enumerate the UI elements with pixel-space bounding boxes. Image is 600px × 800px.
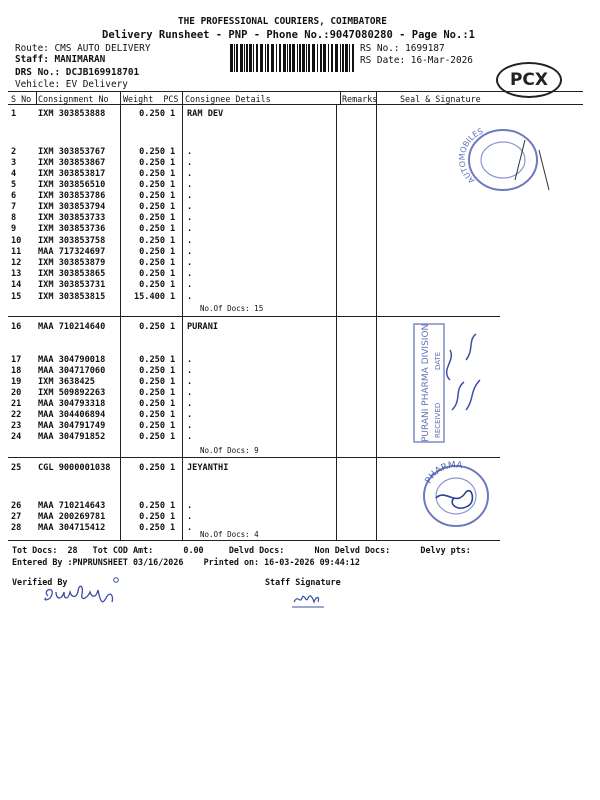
- row-weight: 0.250: [139, 355, 165, 365]
- row-consignment-no: IXM 303853817: [38, 169, 106, 179]
- row-consignee: .: [187, 236, 193, 246]
- row-consignee: .: [187, 269, 193, 279]
- row-weight: 0.250: [139, 501, 165, 511]
- row-consignment-no: IXM 303853758: [38, 236, 106, 246]
- row-consignee: .: [187, 366, 193, 376]
- row-consignee: .: [187, 377, 193, 387]
- row-consignee: .: [187, 258, 193, 268]
- row-sno: 28: [11, 523, 22, 533]
- row-consignment-no: MAA 304791852: [38, 432, 106, 442]
- row-consignee: JEYANTHI: [187, 463, 229, 473]
- row-pcs: 1: [170, 463, 176, 473]
- row-sno: 26: [11, 501, 22, 511]
- row-weight: 0.250: [139, 191, 165, 201]
- row-consignment-no: IXM 303853767: [38, 147, 106, 157]
- row-weight: 0.250: [139, 247, 165, 257]
- row-consignee: .: [187, 512, 193, 522]
- row-weight: 0.250: [139, 258, 165, 268]
- row-consignment-no: IXM 303856510: [38, 180, 106, 190]
- row-weight: 0.250: [139, 180, 165, 190]
- staff-label: Staff: MANIMARAN: [15, 54, 106, 65]
- drs-label: DRS No.: DCJB169918701: [15, 67, 140, 78]
- row-pcs: 1: [170, 258, 176, 268]
- row-sno: 1: [11, 109, 17, 119]
- svg-text:AUTOMOBILES: [458, 126, 485, 185]
- table-row: [11, 512, 341, 523]
- row-consignee: .: [187, 213, 193, 223]
- row-consignee: .: [187, 247, 193, 257]
- row-sno: 4: [11, 169, 17, 179]
- stamp2-received: RECEIVED: [434, 402, 442, 438]
- pcx-logo: PCX: [496, 62, 562, 98]
- entered-by-line: Entered By :PNPRUNSHEET 03/16/2026 Printed on: 16-03-2026 09:44:12: [12, 557, 360, 567]
- row-consignment-no: IXM 303853879: [38, 258, 106, 268]
- row-sno: 16: [11, 322, 22, 332]
- table-row: [11, 247, 341, 258]
- row-pcs: 1: [170, 432, 176, 442]
- row-sno: 22: [11, 410, 22, 420]
- row-consignment-no: IXM 303853736: [38, 224, 106, 234]
- col-weight-pcs: Weight PCS: [123, 94, 179, 104]
- row-pcs: 1: [170, 366, 176, 376]
- row-weight: 0.250: [139, 269, 165, 279]
- row-consignee: .: [187, 388, 193, 398]
- verified-by-label: Verified By: [12, 577, 68, 587]
- table-row: [11, 399, 341, 410]
- row-sno: 12: [11, 258, 22, 268]
- table-row: [11, 292, 341, 303]
- stamp3-text: PHARMA: [423, 460, 463, 486]
- staff-signature-label: Staff Signature: [265, 577, 341, 587]
- row-weight: 0.250: [139, 432, 165, 442]
- company-title: THE PROFESSIONAL COURIERS, COIMBATORE: [178, 16, 387, 27]
- row-consignee: .: [187, 292, 193, 302]
- row-consignee: RAM DEV: [187, 109, 224, 119]
- col-sno: S No: [11, 94, 32, 104]
- row-consignment-no: IXM 303853733: [38, 213, 106, 223]
- row-pcs: 1: [170, 377, 176, 387]
- row-pcs: 1: [170, 512, 176, 522]
- row-consignee: .: [187, 158, 193, 168]
- row-pcs: 1: [170, 191, 176, 201]
- row-sno: 14: [11, 280, 22, 290]
- row-pcs: 1: [170, 523, 176, 533]
- row-sno: 23: [11, 421, 22, 431]
- row-pcs: 1: [170, 247, 176, 257]
- row-weight: 0.250: [139, 366, 165, 376]
- row-sno: 15: [11, 292, 22, 302]
- row-pcs: 1: [170, 213, 176, 223]
- runsheet-subtitle: Delivery Runsheet - PNP - Phone No.:9047080280 - Page No.:1: [102, 29, 475, 41]
- row-consignment-no: IXM 303853867: [38, 158, 106, 168]
- table-row: [11, 410, 341, 421]
- row-pcs: 1: [170, 269, 176, 279]
- row-consignment-no: MAA 304791749: [38, 421, 106, 431]
- row-weight: 0.250: [139, 236, 165, 246]
- table-row: [11, 180, 341, 191]
- row-pcs: 1: [170, 224, 176, 234]
- table-row: [11, 224, 341, 235]
- table-row: [11, 432, 341, 443]
- group-1-rule: [8, 316, 500, 317]
- row-sno: 3: [11, 158, 17, 168]
- row-pcs: 1: [170, 236, 176, 246]
- row-consignee: .: [187, 421, 193, 431]
- row-pcs: 1: [170, 388, 176, 398]
- table-row: [11, 322, 341, 333]
- route-label: Route: CMS AUTO DELIVERY: [15, 43, 151, 54]
- table-header-rule: [8, 104, 583, 105]
- row-pcs: 1: [170, 421, 176, 431]
- table-row: [11, 388, 341, 399]
- rs-date-label: RS Date: 16-Mar-2026: [360, 55, 473, 66]
- row-sno: 21: [11, 399, 22, 409]
- row-pcs: 1: [170, 158, 176, 168]
- row-weight: 0.250: [139, 158, 165, 168]
- row-weight: 0.250: [139, 512, 165, 522]
- staff-signature-mark: [290, 590, 330, 610]
- row-sno: 17: [11, 355, 22, 365]
- row-consignment-no: MAA 200269781: [38, 512, 106, 522]
- barcode: [230, 44, 356, 72]
- row-sno: 20: [11, 388, 22, 398]
- row-consignment-no: MAA 304790018: [38, 355, 106, 365]
- row-weight: 0.250: [139, 169, 165, 179]
- row-pcs: 1: [170, 292, 176, 302]
- table-row: [11, 355, 341, 366]
- row-sno: 11: [11, 247, 22, 257]
- row-pcs: 1: [170, 322, 176, 332]
- row-weight: 0.250: [139, 523, 165, 533]
- stamp-round-1: [455, 120, 565, 200]
- row-sno: 25: [11, 463, 22, 473]
- row-consignment-no: IXM 303853815: [38, 292, 106, 302]
- table-top-rule: [8, 91, 583, 92]
- table-row: [11, 109, 341, 120]
- row-consignee: .: [187, 410, 193, 420]
- row-consignee: .: [187, 280, 193, 290]
- row-consignee: .: [187, 202, 193, 212]
- stamp2-title: PURANI PHARMA DIVISION: [421, 323, 431, 442]
- row-consignee: .: [187, 399, 193, 409]
- row-sno: 5: [11, 180, 17, 190]
- table-row: [11, 523, 341, 534]
- verified-signature: [40, 576, 130, 610]
- row-weight: 0.250: [139, 213, 165, 223]
- row-consignee: .: [187, 169, 193, 179]
- row-sno: 2: [11, 147, 17, 157]
- row-pcs: 1: [170, 180, 176, 190]
- row-weight: 0.250: [139, 202, 165, 212]
- stamp2-date: DATE: [434, 351, 442, 370]
- vehicle-label: Vehicle: EV Delivery: [15, 79, 128, 90]
- table-row: [11, 202, 341, 213]
- row-weight: 0.250: [139, 463, 165, 473]
- col-consignee: Consignee Details: [185, 94, 271, 104]
- row-sno: 24: [11, 432, 22, 442]
- row-consignee: .: [187, 501, 193, 511]
- row-sno: 19: [11, 377, 22, 387]
- table-row: [11, 269, 341, 280]
- totals-line: Tot Docs: 28 Tot COD Amt: 0.00 Delvd Docs: Non Delvd Docs: Delvy pts:: [12, 545, 471, 555]
- row-weight: 0.250: [139, 322, 165, 332]
- row-consignment-no: MAA 304406894: [38, 410, 106, 420]
- row-consignment-no: MAA 717324697: [38, 247, 106, 257]
- table-row: [11, 191, 341, 202]
- row-pcs: 1: [170, 399, 176, 409]
- table-row: [11, 280, 341, 291]
- row-consignment-no: IXM 509892263: [38, 388, 106, 398]
- row-pcs: 1: [170, 355, 176, 365]
- row-weight: 0.250: [139, 280, 165, 290]
- row-consignee: PURANI: [187, 322, 219, 332]
- row-consignment-no: MAA 304717060: [38, 366, 106, 376]
- row-consignee: .: [187, 224, 193, 234]
- group-2-docs: No.Of Docs: 9: [200, 446, 259, 455]
- row-sno: 9: [11, 224, 17, 234]
- row-weight: 15.400: [133, 292, 165, 302]
- stamp-rect-2: [410, 320, 500, 450]
- table-row: [11, 501, 341, 512]
- row-consignee: .: [187, 147, 193, 157]
- group-3-rule: [8, 540, 500, 541]
- row-consignee: .: [187, 355, 193, 365]
- row-weight: 0.250: [139, 421, 165, 431]
- stamp-round-3: [412, 458, 502, 536]
- row-weight: 0.250: [139, 388, 165, 398]
- row-pcs: 1: [170, 410, 176, 420]
- table-row: [11, 366, 341, 377]
- table-row: [11, 158, 341, 169]
- row-pcs: 1: [170, 202, 176, 212]
- row-consignee: .: [187, 523, 193, 533]
- rs-no-label: RS No.: 1699187: [360, 43, 445, 54]
- row-pcs: 1: [170, 169, 176, 179]
- row-sno: 27: [11, 512, 22, 522]
- row-consignment-no: IXM 303853786: [38, 191, 106, 201]
- col-consignment: Consignment No: [38, 94, 109, 104]
- row-pcs: 1: [170, 147, 176, 157]
- row-weight: 0.250: [139, 224, 165, 234]
- row-consignment-no: MAA 710214643: [38, 501, 106, 511]
- row-sno: 18: [11, 366, 22, 376]
- row-pcs: 1: [170, 280, 176, 290]
- row-consignee: .: [187, 432, 193, 442]
- table-row: [11, 258, 341, 269]
- row-sno: 8: [11, 213, 17, 223]
- table-row: [11, 169, 341, 180]
- row-consignment-no: MAA 304715412: [38, 523, 106, 533]
- table-row: [11, 377, 341, 388]
- col-remarks: Remarks: [342, 94, 378, 104]
- row-weight: 0.250: [139, 410, 165, 420]
- group-1-docs: No.Of Docs: 15: [200, 304, 264, 313]
- row-sno: 7: [11, 202, 17, 212]
- row-pcs: 1: [170, 109, 176, 119]
- group-3-docs: No.Of Docs: 4: [200, 530, 259, 539]
- table-row: [11, 213, 341, 224]
- row-weight: 0.250: [139, 109, 165, 119]
- row-consignment-no: CGL 9000001038: [38, 463, 111, 473]
- row-sno: 6: [11, 191, 17, 201]
- table-row: [11, 236, 341, 247]
- col-seal-signature: Seal & Signature: [400, 94, 481, 104]
- row-weight: 0.250: [139, 377, 165, 387]
- row-consignment-no: IXM 303853794: [38, 202, 106, 212]
- row-consignment-no: IXM 3638425: [38, 377, 95, 387]
- row-weight: 0.250: [139, 399, 165, 409]
- row-consignee: .: [187, 180, 193, 190]
- row-consignee: .: [187, 191, 193, 201]
- table-row: [11, 147, 341, 158]
- row-consignment-no: IXM 303853888: [38, 109, 106, 119]
- row-sno: 10: [11, 236, 22, 246]
- stamp1-text: AUTOMOBILES: [457, 126, 485, 186]
- row-consignment-no: IXM 303853865: [38, 269, 106, 279]
- table-row: [11, 421, 341, 432]
- row-consignment-no: MAA 710214640: [38, 322, 106, 332]
- row-consignment-no: IXM 303853731: [38, 280, 106, 290]
- row-pcs: 1: [170, 501, 176, 511]
- table-row: [11, 463, 341, 474]
- row-consignment-no: MAA 304793318: [38, 399, 106, 409]
- row-weight: 0.250: [139, 147, 165, 157]
- row-sno: 13: [11, 269, 22, 279]
